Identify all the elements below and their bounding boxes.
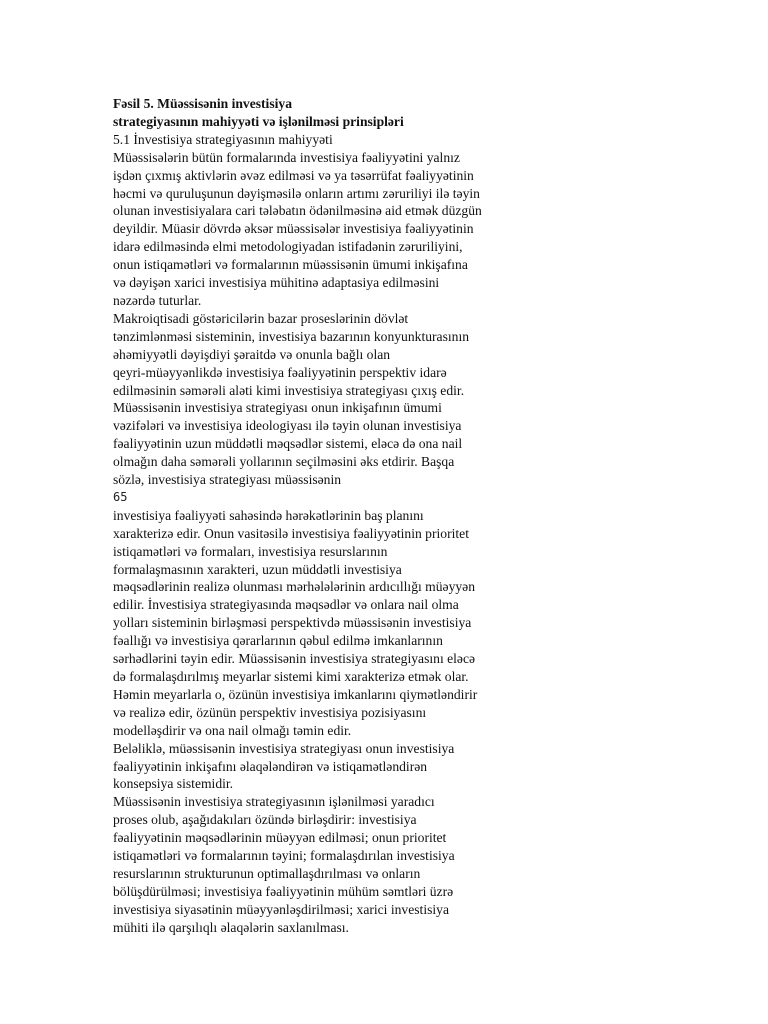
text-line: bölüşdürülməsi; investisiya fəaliyyətinin mühüm səmtləri üzrə — [113, 883, 454, 899]
text-line: mühiti ilə qarşılıqlı əlaqələrin saxlanılması. — [113, 919, 349, 935]
text-line: Həmin meyarlarla o, özünün investisiya imkanlarını qiymətləndirir — [113, 686, 478, 702]
chapter-title-line-1: Fəsil 5. Müəssisənin investisiya — [113, 96, 292, 111]
text-line: Müəssisələrin bütün formalarında investisiya fəaliyyətini yalnız — [113, 149, 460, 165]
document-page — [113, 95, 533, 937]
text-line: olmağın daha səmərəli yollarının seçilməsini əks etdirir. Başqa — [113, 454, 455, 470]
text-line: və dəyişən xarici investisiya mühitinə adaptasiya edilməsini — [113, 275, 440, 291]
text-line: proses olub, aşağıdakıları özündə birləşdirir: investisiya — [113, 812, 417, 828]
text-line: istiqamətləri və formalarının təyini; formalaşdırılan investisiya — [113, 848, 455, 864]
text-line: sərhədlərini təyin edir. Müəssisənin investisiya strategiyasını eləcə — [113, 651, 476, 667]
text-line: istiqamətləri və formaları, investisiya resurslarının — [113, 543, 388, 559]
text-line: fəaliyyətinin inkişafını əlaqələndirən və istiqamətləndirən — [113, 758, 428, 774]
text-line: sözlə, investisiya strategiyası müəssisənin — [113, 472, 342, 488]
text-line: idarə edilməsində elmi metodologiyadan istifadənin zəruriliyini, — [113, 239, 463, 255]
text-line: onun istiqamətləri və formalarının müəssisənin ümumi inkişafına — [113, 257, 468, 273]
text-line: məqsədlərinin realizə olunması mərhələlərinin ardıcıllığı müəyyən — [113, 579, 475, 595]
text-line: də formalaşdırılmış meyarlar sistemi kimi xarakterizə etmək olar. — [113, 669, 469, 684]
text-line: Müəssisənin investisiya strategiyasının işlənilməsi yaradıcı — [113, 794, 435, 810]
text-line: yolları sisteminin birləşməsi perspektivdə müəssisənin investisiya — [113, 615, 472, 631]
section-title: 5.1 İnvestisiya strategiyasının mahiyyəti — [113, 131, 333, 147]
text-line: fəaliyyətinin uzun müddətli məqsədlər sistemi, eləcə də ona nail — [113, 436, 463, 452]
page-number: 65 — [113, 489, 128, 504]
text-line: Beləliklə, müəssisənin investisiya strategiyası onun investisiya — [113, 740, 455, 756]
text-line: edilir. İnvestisiya strategiyasında məqsədlər və onlara nail olma — [113, 597, 459, 613]
text-line: investisiya siyasətinin müəyyənləşdirilməsi; xarici investisiya — [113, 901, 450, 917]
text-block-2 — [113, 507, 533, 937]
text-line: və realizə edir, özünün perspektiv investisiya pozisiyasını — [113, 704, 427, 720]
text-line: həcmi və quruluşunun dəyişməsilə onların artımı zəruriliyi ilə təyin — [113, 185, 480, 201]
text-line: deyildir. Müasir dövrdə əksər müəssisələr investisiya fəaliyyətinin — [113, 221, 474, 237]
text-line: fəallığı və investisiya qərarlarının qəbul edilmə imkanlarının — [113, 633, 443, 649]
text-line: tənzimlənməsi sisteminin, investisiya bazarının konyunkturasının — [113, 328, 470, 344]
text-line: qeyri-müəyyənlikdə investisiya fəaliyyətinin perspektiv idarə — [113, 364, 447, 380]
text-line: modelləşdirir və ona nail olmağı təmin edir. — [113, 722, 352, 738]
text-line: formalaşmasının xarakteri, uzun müddətli investisiya — [113, 561, 402, 577]
text-line: fəaliyyətinin məqsədlərinin müəyyən edilməsi; onun prioritet — [113, 830, 447, 846]
text-line: işdən çıxmış aktivlərin əvəz edilməsi və ya təsərrüfat fəaliyyətinin — [113, 167, 474, 183]
text-block-1 — [113, 149, 533, 489]
text-line: nəzərdə tuturlar. — [113, 292, 202, 308]
text-line: Makroiqtisadi göstəricilərin bazar proseslərinin dövlət — [113, 310, 409, 326]
text-line: xarakterizə edir. Onun vasitəsilə investisiya fəaliyyətinin prioritet — [113, 525, 469, 541]
text-line: Müəssisənin investisiya strategiyası onun inkişafının ümumi — [113, 400, 442, 416]
text-line: vəzifələri və investisiya ideologiyası ilə təyin olunan investisiya — [113, 418, 462, 434]
text-line: resurslarının strukturunun optimallaşdırılması və onların — [113, 865, 421, 881]
text-line: olunan investisiyalara cari tələbatın ödənilməsinə aid etmək düzgün — [113, 203, 482, 219]
chapter-title-line-2: strategiyasının mahiyyəti və işlənilməsi prinsipləri — [113, 113, 404, 129]
text-line: edilməsinin səmərəli aləti kimi investisiya strategiyası çıxış edir. — [113, 382, 465, 398]
text-line: investisiya fəaliyyəti sahəsində hərəkətlərinin baş planını — [113, 507, 424, 523]
text-line: konsepsiya sistemidir. — [113, 776, 234, 792]
text-line: əhəmiyyətli dəyişdiyi şəraitdə və onunla bağlı olan — [113, 346, 391, 362]
